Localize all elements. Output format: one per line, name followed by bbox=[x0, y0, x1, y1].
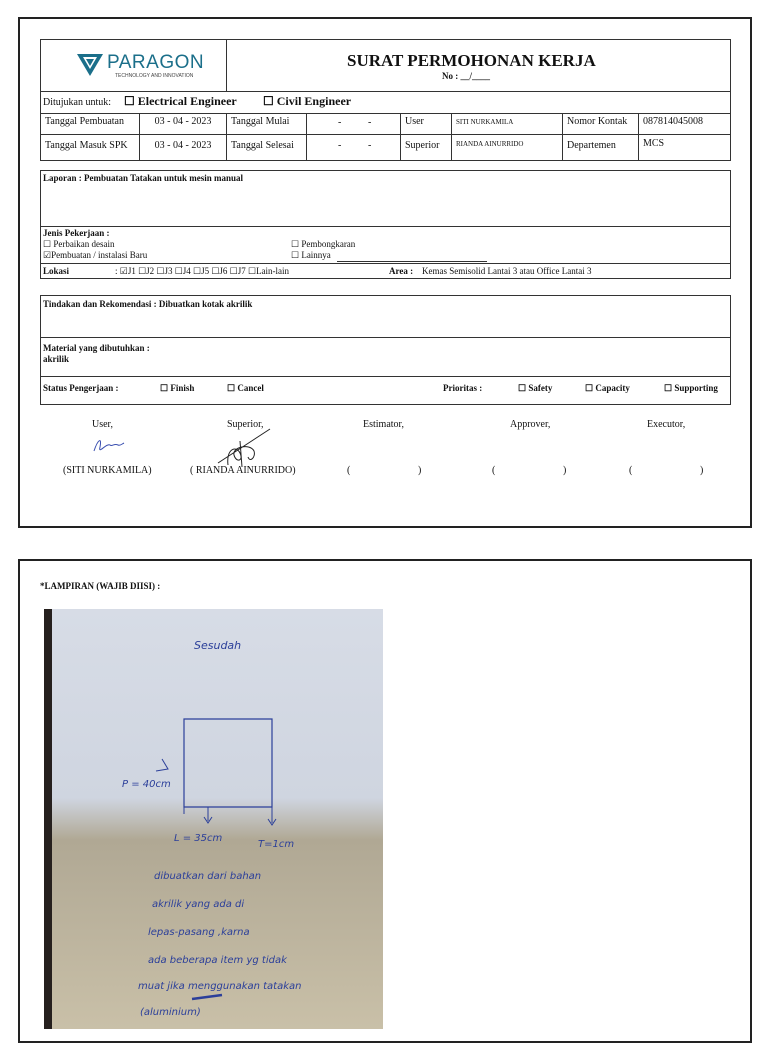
divider bbox=[41, 263, 730, 264]
note-sesudah: Sesudah bbox=[194, 639, 242, 652]
jenis-title: Jenis Pekerjaan : bbox=[43, 228, 110, 238]
jenis-pembuatan-baru[interactable]: ☑Pembuatan / instalasi Baru bbox=[43, 250, 148, 260]
note-panjang: P = 40cm bbox=[122, 779, 171, 790]
material-value: akrilik bbox=[43, 354, 70, 364]
jenis-perbaikan-desain[interactable]: ☐ Perbaikan desain bbox=[43, 239, 115, 249]
departemen-value[interactable]: MCS bbox=[638, 134, 731, 161]
status-cancel[interactable]: ☐ Cancel bbox=[227, 383, 264, 393]
sketch-drawing-icon bbox=[44, 609, 383, 1029]
jenis-pembongkaran[interactable]: ☐ Pembongkaran bbox=[291, 239, 356, 249]
superior-value[interactable]: RIANDA AINURRIDO bbox=[451, 134, 563, 161]
lokasi-label: Lokasi bbox=[43, 266, 70, 276]
sign-paren-approver-open: ( bbox=[492, 465, 496, 476]
nomor-kontak-value[interactable]: 087814045008 bbox=[638, 113, 731, 135]
tanggal-mulai-dash-1: - bbox=[338, 117, 342, 128]
paragon-logo-icon bbox=[77, 54, 103, 76]
sign-paren-estimator-open: ( bbox=[347, 465, 351, 476]
logo-tagline: TECHNOLOGY AND INNOVATION bbox=[115, 73, 194, 79]
prio-capacity[interactable]: ☐ Capacity bbox=[585, 383, 630, 393]
note-line-3: lepas-pasang ,karna bbox=[148, 927, 250, 938]
sign-paren-approver-close: ) bbox=[563, 465, 567, 476]
header-logo-cell bbox=[40, 39, 227, 92]
note-tinggi: T=1cm bbox=[258, 839, 295, 850]
lampiran-title: *LAMPIRAN (WAJIB DIISI) : bbox=[40, 581, 161, 591]
tanggal-selesai-dash-1: - bbox=[338, 140, 342, 151]
option-civil[interactable]: ☐ Civil Engineer bbox=[263, 94, 352, 108]
tanggal-pembuatan-value[interactable]: 03 - 04 - 2023 bbox=[139, 113, 227, 135]
option-electrical[interactable]: ☐ Electrical Engineer bbox=[124, 94, 237, 108]
divider bbox=[41, 376, 730, 377]
user-signature-icon bbox=[88, 433, 128, 457]
note-line-5: muat jika menggunakan tatakan bbox=[138, 981, 302, 992]
area-value: Kemas Semisolid Lantai 3 atau Office Lantai 3 bbox=[422, 266, 592, 276]
note-line-2: akrilik yang ada di bbox=[152, 899, 245, 910]
tanggal-masuk-label: Tanggal Masuk SPK bbox=[40, 134, 140, 161]
note-line-1: dibuatkan dari bahan bbox=[154, 871, 262, 882]
status-label: Status Pengerjaan : bbox=[43, 383, 119, 393]
jenis-lainnya[interactable]: ☐ Lainnya bbox=[291, 250, 331, 260]
tindakan-block bbox=[40, 295, 731, 405]
sign-paren-estimator-close: ) bbox=[418, 465, 422, 476]
sign-name-user: (SITI NURKAMILA) bbox=[63, 465, 152, 476]
material-title: Material yang dibutuhkan : bbox=[43, 343, 150, 353]
lokasi-options[interactable]: : ☑J1 ☐J2 ☐J3 ☐J4 ☐J5 ☐J6 ☐J7 ☐Lain-lain bbox=[115, 266, 290, 276]
sign-role-estimator: Estimator, bbox=[363, 419, 404, 430]
form-page bbox=[18, 17, 752, 528]
laporan-block bbox=[40, 170, 731, 279]
sign-role-superior: Superior, bbox=[227, 419, 264, 430]
logo-brand: PARAGON bbox=[107, 52, 205, 73]
sign-role-executor: Executor, bbox=[647, 419, 686, 430]
sign-role-approver: Approver, bbox=[510, 419, 551, 430]
user-label: User bbox=[400, 113, 452, 135]
area-label: Area : bbox=[389, 266, 414, 276]
note-line-4: ada beberapa item yg tidak bbox=[148, 955, 287, 966]
note-lebar: L = 35cm bbox=[174, 833, 223, 844]
form-title: SURAT PERMOHONAN KERJA bbox=[347, 51, 596, 70]
prio-safety[interactable]: ☐ Safety bbox=[518, 383, 553, 393]
sign-paren-executor-open: ( bbox=[629, 465, 633, 476]
lampiran-photo bbox=[44, 609, 383, 1029]
superior-signature-icon bbox=[210, 423, 280, 469]
ditujukan-row bbox=[40, 91, 731, 113]
tanggal-selesai-label: Tanggal Selesai bbox=[226, 134, 307, 161]
user-value[interactable]: SITI NURKAMILA bbox=[451, 113, 563, 135]
tindakan-text: Tindakan dan Rekomendasi : Dibuatkan kotak akrilik bbox=[43, 299, 253, 309]
divider bbox=[41, 337, 730, 338]
ditujukan-label: Ditujukan untuk: bbox=[43, 97, 112, 108]
tanggal-selesai-dash-2: - bbox=[368, 140, 372, 151]
lampiran-page bbox=[18, 559, 752, 1043]
prio-supporting[interactable]: ☐ Supporting bbox=[664, 383, 718, 393]
header-title-cell bbox=[226, 39, 731, 92]
sign-paren-executor-close: ) bbox=[700, 465, 704, 476]
note-line-6: (aluminium) bbox=[140, 1007, 201, 1018]
laporan-text: Laporan : Pembuatan Tatakan untuk mesin manual bbox=[43, 173, 244, 183]
sign-name-superior: ( RIANDA AINURRIDO) bbox=[190, 465, 296, 476]
tanggal-selesai-value[interactable] bbox=[306, 134, 401, 161]
tanggal-mulai-value[interactable] bbox=[306, 113, 401, 135]
tanggal-mulai-dash-2: - bbox=[368, 117, 372, 128]
departemen-label: Departemen bbox=[562, 134, 639, 161]
sign-role-user: User, bbox=[92, 419, 113, 430]
superior-label: Superior bbox=[400, 134, 452, 161]
lainnya-underline bbox=[337, 261, 487, 262]
tanggal-masuk-value[interactable]: 03 - 04 - 2023 bbox=[139, 134, 227, 161]
form-number: No : __/____ bbox=[442, 71, 490, 81]
tanggal-pembuatan-label: Tanggal Pembuatan bbox=[40, 113, 140, 135]
tanggal-mulai-label: Tanggal Mulai bbox=[226, 113, 307, 135]
status-finish[interactable]: ☐ Finish bbox=[160, 383, 195, 393]
divider bbox=[41, 226, 730, 227]
nomor-kontak-label: Nomor Kontak bbox=[562, 113, 639, 135]
prioritas-label: Prioritas : bbox=[443, 383, 483, 393]
